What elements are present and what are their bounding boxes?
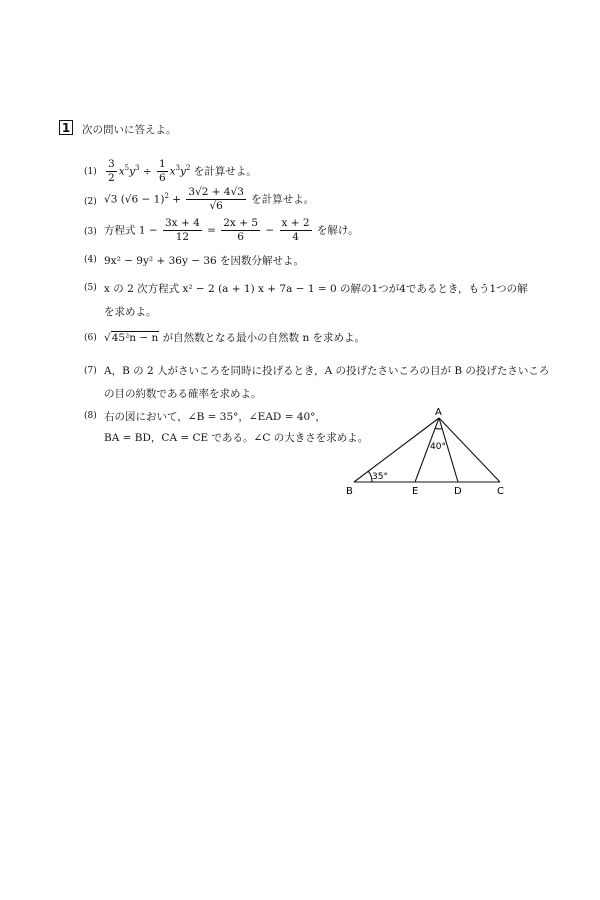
problem-7-line-1: A，B の 2 人がさいころを同時に投げるとき，A の投げたさいころの目が B の投げたさいころ [104,365,550,377]
triangle-figure [340,404,520,499]
segment-AB [354,418,439,482]
problem-8 [104,409,368,445]
problem-5 [104,281,528,319]
problem-5-line-2: を求めよ。 [104,306,157,318]
problem-6-radicand: 45²n − n [111,332,159,344]
angle-B-label: 35° [372,472,388,482]
problem-3: 方程式 1 − $\frac{3x + 4}{12}$ = $\frac{2x + 5}{6}$ − $\frac{x + 2}{4}$ を解け。 [104,217,359,243]
problem-3-fraction-2: $\frac{2x + 5}{6}$ [223,217,259,243]
problem-1-fraction-2: $\frac{1}{6}$ [158,158,166,184]
label-B: B [346,486,353,497]
problem-8-line-1: 右の図において，∠B = 35°，∠EAD = 40°， [104,411,326,423]
problem-6: √45²n − n が自然数となる最小の自然数 n を求めよ。 [104,332,366,344]
angle-EAD-arc [435,428,442,429]
question-instruction: 次の問いに答えよ。 [82,124,177,136]
problem-8-number: (8) [84,411,97,421]
question-number-box: 1 [59,120,73,135]
label-E: E [412,486,419,497]
problem-1-number: (1) [84,167,97,177]
problem-3-fraction-3: $\frac{x + 2}{4}$ [281,217,310,243]
sqrt-sign: √ [104,332,111,344]
problem-7 [104,363,549,401]
problem-5-line-1: x の 2 次方程式 x² − 2 (a + 1) x + 7a − 1 = 0 の解の1つが4であるとき，もう1つの解 [104,283,528,295]
problem-2: √3 $(√6 - 1)^2$ + $\frac{3√2 + 4√3}{√6}$ を計算せよ。 [104,186,315,212]
problem-7-number: (7) [84,366,97,376]
problem-4-text: 9x² − 9y² + 36y − 36 を因数分解せよ。 [104,255,305,267]
problem-6-number: (6) [84,333,97,343]
label-A: A [435,407,442,418]
problem-3-number: (3) [84,227,97,237]
label-C: C [497,486,504,497]
problem-1-fraction-1: $\frac{3}{2}$ [108,158,115,184]
problem-4-number: (4) [84,255,97,265]
problem-7-line-2: の目の約数である確率を求めよ。 [104,388,262,400]
problem-8-line-2: BA = BD，CA = CE である。∠C の大きさを求めよ。 [104,432,369,444]
problem-2-number: (2) [84,197,97,207]
problem-5-number: (5) [84,283,97,293]
problem-2-fraction: $\frac{3√2 + 4√3}{√6}$ [188,186,244,212]
label-D: D [454,486,462,497]
problem-3-fraction-1: $\frac{3x + 4}{12}$ [165,217,200,243]
angle-EAD-label: 40° [430,442,446,452]
problem-1: $\frac{3}{2}$ $x^5y^3$ ÷ $\frac{1}{6}$ $x^3y^2$ を計算せよ。 [108,158,257,184]
